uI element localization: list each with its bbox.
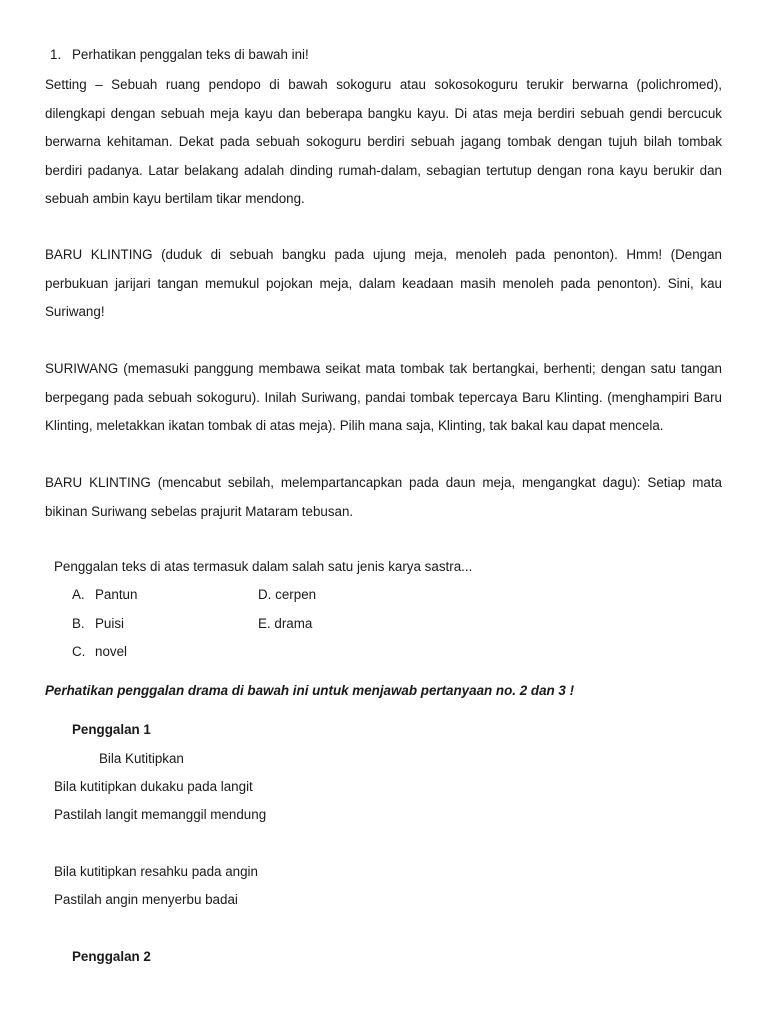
dialogue-paragraph-baru-klinting-2: BARU KLINTING (mencabut sebilah, melempartancapkan pada daun meja, mengangkat dagu): Setiap mata bikinan Suriwang sebelas prajurit Mataram tebusan. <box>45 475 722 519</box>
excerpt-2-heading: Penggalan 2 <box>72 949 151 964</box>
poem-title: Bila Kutitipkan <box>99 751 184 766</box>
option-letter: B. <box>72 616 85 631</box>
option-text: Puisi <box>95 616 125 631</box>
excerpt-1-heading: Penggalan 1 <box>72 722 151 737</box>
option-d <box>258 581 316 609</box>
question-stem: Penggalan teks di atas termasuk dalam salah satu jenis karya sastra... <box>54 559 473 574</box>
option-letter: A. <box>72 587 85 602</box>
option-a <box>72 581 137 609</box>
poem-line: Bila kutitipkan dukaku pada langit <box>54 779 253 794</box>
option-text: cerpen <box>275 587 317 602</box>
option-b <box>72 610 124 638</box>
option-text: novel <box>95 644 128 659</box>
instruction-text: Perhatikan penggalan drama di bawah ini untuk menjawab pertanyaan no. 2 dan 3 ! <box>45 683 575 698</box>
option-letter: D. <box>258 587 272 602</box>
option-e <box>258 610 312 638</box>
question-number: 1. <box>50 47 62 62</box>
question-1-intro <box>50 47 309 62</box>
question-intro-text: Perhatikan penggalan teks di bawah ini! <box>72 47 309 62</box>
setting-paragraph: Setting – Sebuah ruang pendopo di bawah sokoguru atau sokosokoguru terukir berwarna (polichromed), dilengkapi dengan sebuah meja kayu dan beberapa bangku kayu. Di atas meja berdiri sebuah gendi bercucuk berwarna kehitaman. Dekat pada sebuah sokoguru berdiri sebuah jagang tombak dengan tujuh bilah tombak berdiri padanya. Latar belakang adalah dinding rumah-dalam, sebagian tertutup dengan rona kayu berukir dan sebuah ambin kayu bertilam tikar mendong. <box>45 77 722 206</box>
poem-line: Bila kutitipkan resahku pada angin <box>54 864 258 879</box>
option-letter: E. <box>258 616 271 631</box>
option-text: drama <box>274 616 313 631</box>
option-letter: C. <box>72 644 86 659</box>
poem-line: Pastilah langit memanggil mendung <box>54 807 267 822</box>
option-text: Pantun <box>95 587 138 602</box>
poem-line: Pastilah angin menyerbu badai <box>54 892 238 907</box>
dialogue-paragraph-baru-klinting-1: BARU KLINTING (duduk di sebuah bangku pada ujung meja, menoleh pada penonton). Hmm! (Dengan perbukuan jarijari tangan memukul pojokan meja, dalam keadaan masih menoleh pada penonton). Sini, kau Suriwang! <box>45 247 722 319</box>
option-c <box>72 638 127 666</box>
dialogue-paragraph-suriwang: SURIWANG (memasuki panggung membawa seikat mata tombak tak bertangkai, berhenti; dengan satu tangan berpegang pada sebuah sokoguru). Inilah Suriwang, pandai tombak tepercaya Baru Klinting. (menghampiri Baru Klinting, meletakkan ikatan tombak di atas meja). Pilih mana saja, Klinting, tak bakal kau dapat mencela. <box>45 361 722 433</box>
